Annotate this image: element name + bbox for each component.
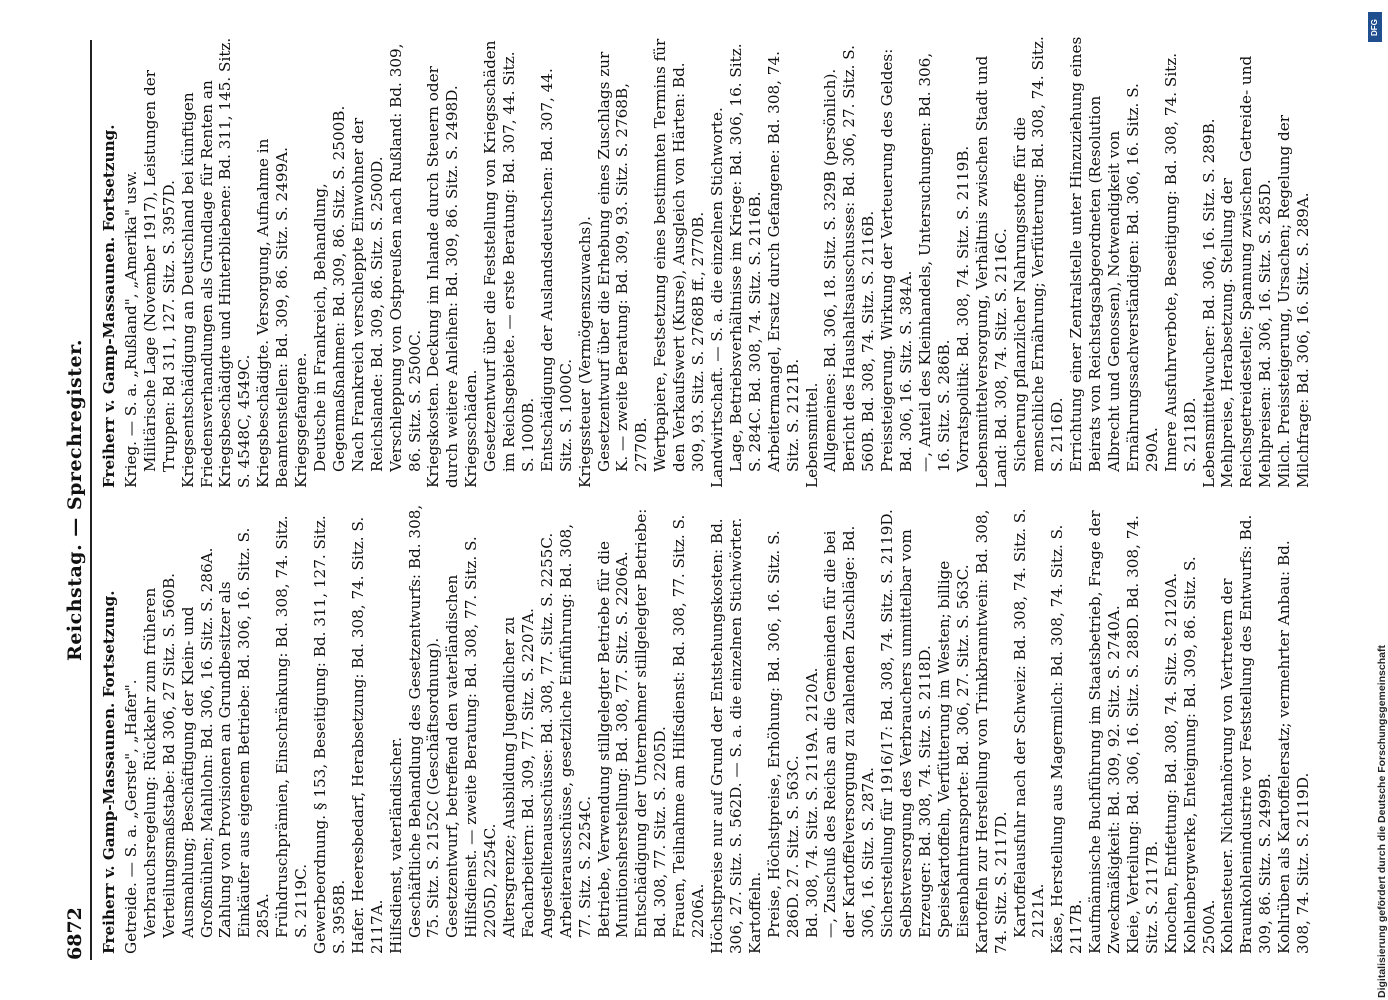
register-entry: Lage, Betriebsverhältnisse im Kriege: Bd. 306, 16. Sitz. S. 284C. Bd. 308, 74. Sitz. S. 2116B.: [726, 43, 764, 472]
register-entry: Kleie, Verteilung: Bd. 306, 16. Sitz. S. 288D. Bd. 308, 74. Sitz. S. 2117B.: [1123, 515, 1161, 954]
page-header: [60, 40, 92, 960]
register-entry: Kohlensteuer. Nichtanhörung von Vertretern der Braunkohlenindustrie vor Feststellung des Entwurfs: Bd. 309, 86. Sitz. S. 2499B.: [1218, 514, 1275, 954]
register-entry: Ausmahlung; Beschäftigung der Klein- und Großmühlen; Mahllohn: Bd. 306, 16. Sitz. S. 286A.: [178, 547, 216, 938]
register-entry: Kartoffelausfuhr nach der Schweiz: Bd. 308, 74. Sitz. S. 2121A.: [1010, 508, 1048, 938]
register-entry: Angestelltenausschüsse: Bd. 308, 77. Sitz. S. 2255C.: [537, 532, 556, 938]
register-entry: Verschleppung von Ostpreußen nach Rußland: Bd. 309, 86. Sitz. S. 2500C.: [386, 43, 424, 472]
left-continuation-heading: Freiherr v. Gamp-Massaunen. Fortsetzung.: [100, 590, 118, 954]
register-entry: Betriebe, Verwendung stillgelegter Betriebe für die Munitionsherstellung: Bd. 308, 77. Sitz. S. 2206A.: [594, 540, 632, 938]
register-entry: Landwirtschaft. — S. a. die einzelnen Stichworte.: [708, 107, 726, 488]
register-entry: Frühdruschprämien, Einschränkung: Bd. 308, 74. Sitz. S. 2119C.: [273, 515, 311, 938]
register-entry: Sicherstellung für 1916/17: Bd. 308, 74. Sitz. S. 2119D.: [878, 509, 897, 938]
register-entry: Kriegssteuer (Vermögenszuwachs).: [575, 216, 594, 488]
register-entry: Lebensmittelversorgung, Verhältnis zwischen Stadt und Land: Bd. 308, 74. Sitz. S. 2116C.: [972, 55, 1010, 488]
register-entry: Kriegsgefangene.: [292, 352, 311, 488]
register-entry: Gesetzentwurf über die Feststellung von Kriegsschäden im Reichsgebiete. — erste Beratung: Bd. 307, 44. Sitz. S. 1000B.: [481, 40, 537, 472]
register-entry: Hafer. Heeresbedarf, Herabsetzung: Bd. 308, 74. Sitz. S. 2117A.: [348, 516, 386, 954]
register-entry: Wertpapiere, Festsetzung eines bestimmten Termins für den Verkaufswert (Kurse), Ausgleich von Härten: Bd. 309, 93. Sitz. S. 2768B ff., 2770B.: [651, 38, 708, 472]
register-entry: Allgemeines: Bd. 306, 18. Sitz. S. 329B (persönlich).: [821, 68, 840, 472]
register-entry: Kriegsbeschädigte. Versorgung, Aufnahme in Beamtenstellen: Bd. 309, 86. Sitz. S. 2499A.: [254, 138, 292, 488]
register-entry: Bericht des Haushaltsausschusses: Bd. 306, 27. Sitz. S. 560B. Bd. 308, 74. Sitz. S. 2116B.: [840, 45, 878, 472]
register-entry: Kartoffeln.: [745, 871, 764, 954]
register-entry: Nach Frankreich verschleppte Einwohner der Reichslande: Bd. 309, 86. Sitz. S. 2500D.: [348, 117, 386, 472]
left-column: [100, 502, 1313, 954]
register-entry: Zahlung von Provisionen an Grundbesitzer als Einkäufer aus eigenem Betriebe: Bd. 306, 16. Sitz. S. 285A.: [216, 527, 273, 938]
register-entry: Krieg. — S. a. „Rußland", „Amerika" usw.: [121, 170, 140, 488]
right-entries: [122, 36, 1313, 488]
register-entry: Frauen, Teilnahme am Hilfsdienst: Bd. 308, 77. Sitz. S. 2206A.: [670, 514, 708, 938]
register-entry: Kriegsschäden.: [462, 369, 481, 488]
register-entry: Kohlrüben als Kartoffelersatz; vermehrter Anbau: Bd. 308, 74. Sitz. S. 2119D.: [1275, 540, 1313, 954]
register-entry: —, Anteil des Kleinhandels, Untersuchungen: Bd. 306, 16. Sitz. S. 286B.: [915, 52, 953, 472]
register-entry: Vorratspolitik: Bd. 308, 74. Sitz. S. 2119B.: [953, 145, 972, 472]
register-entry: —, Zuschuß des Reichs an die Gemeinden für die bei der Kartoffelversorgung zu zahlenden Zuschläge: Bd. 306, 16. Sitz. S. 287A.: [821, 525, 878, 938]
register-entry: Entschädigung der Unternehmer stillgelegter Betriebe: Bd. 308, 77. Sitz. S. 2205D.: [632, 508, 670, 938]
register-entry: Käse, Herstellung aus Magermilch: Bd. 308, 74. Sitz. S. 2117B.: [1048, 524, 1086, 954]
register-entry: Gesetzentwurf über die Erhebung eines Zuschlags zur K. — zweite Beratung: Bd. 309, 93. Sitz. S. 2768B, 2770B.: [594, 51, 651, 472]
register-entry: Innere Ausfuhrverbote, Beseitigung: Bd. 308, 74. Sitz. S. 2118D.: [1161, 52, 1199, 472]
register-entry: Speisekartoffeln, Verfütterung im Westen; billige Eisenbahntransporte: Bd. 306, 27. Sitz. S. 563C.: [934, 560, 972, 938]
page-number: 6872: [64, 907, 86, 960]
register-entry: Lebensmittel.: [802, 382, 821, 488]
register-entry: Geschäftliche Behandlung des Gesetzentwurfs: Bd. 308, 75. Sitz. S. 2152C (Geschäftsordnung).: [405, 504, 443, 938]
register-entry: Verbrauchsregelung: Rückkehr zum früheren Verteilungsmaßstabe: Bd 306, 27 Sitz. S. 560B.: [140, 573, 178, 938]
register-entry: Bd. 308, 74. Sitz. S. 2119A. 2120A.: [802, 667, 821, 938]
register-entry: Höchstpreise nur auf Grund der Entstehungskosten: Bd. 306, 27. Sitz. S. 562D. — S. a. die einzelnen Stichwörter.: [708, 517, 745, 954]
digitization-note: Digitalisierung gefördert durch die Deutsche Forschungsgemeinschaft: [1376, 645, 1388, 998]
register-entry: Errichtung einer Zentralstelle unter Hinzuziehung eines Beirats von Reichstagsabgeordneten (Resolution Albrecht und Genossen), Notwendigkeit von Ernährungssachverständigen: Bd. 306, 16. Sitz. S. 290A.: [1067, 36, 1161, 472]
register-entry: Preissteigerung. Wirkung der Verteuerung des Geldes: Bd. 306, 16. Sitz. S. 384A.: [878, 48, 916, 472]
register-entry: Lebensmittelwucher: Bd. 306, 16. Sitz. S. 289B.: [1199, 118, 1218, 488]
register-entry: Mehlpreise, Herabsetzung. Stellung der Reichsgetreidestelle; Spannung zwischen Getreide- und Mehlpreisen: Bd. 306, 16. Sitz. S. 285D.: [1218, 55, 1275, 488]
register-entry: Sicherung pflanzlicher Nahrungsstoffe für die menschliche Ernährung; Verfütterung: Bd. 308, 74. Sitz. S. 2116D.: [1010, 36, 1067, 472]
register-entry: Kriegsentschädigung an Deutschland bei künftigen Friedensverhandlungen als Grundlage für Renten an Kriegsbeschädigte und Hinterbliebene: Bd. 311, 145. Sitz. S. 4548C, 4549C.: [178, 37, 254, 488]
register-entry: Preise, Höchstpreise, Erhöhung: Bd. 306, 16. Sitz. S. 286D. 27. Sitz. S. 563C.: [764, 530, 802, 938]
register-entry: Gewerbeordnung. § 153, Beseitigung: Bd. 311, 127. Sitz. S. 3958B.: [310, 515, 348, 954]
register-entry: Knochen, Entfettung: Bd. 308, 74. Sitz. S. 2120A.: [1161, 572, 1180, 954]
right-column: [100, 36, 1313, 488]
register-entry: Selbstversorgung des Verbrauchers unmittelbar vom Erzeuger: Bd. 308, 74. Sitz. S. 2118D.: [897, 529, 934, 938]
register-entry: Arbeiterausschüsse, gesetzliche Einführung: Bd. 308, 77. Sitz. S. 2254C.: [556, 523, 594, 938]
register-entry: Getreide. — S. a. „Gerste", „Hafer".: [121, 679, 140, 954]
register-entry: Kaufmännische Buchführung im Staatsbetrieb, Frage der Zweckmäßigkeit: Bd. 309, 92. Sitz. S. 2740A.: [1086, 510, 1124, 954]
running-title: Reichstag. — Sprechregister.: [64, 339, 86, 661]
register-entry: Militärische Lage (November 1917), Leistungen der Truppen: Bd 311, 127. Sitz. S. 3957D.: [140, 69, 178, 472]
register-entry: Altersgrenze; Ausbildung Jugendlicher zu Facharbeitern: Bd. 309, 77. Sitz. S. 2207A.: [500, 608, 537, 938]
register-entry: Kohlenbergwerke, Enteignung: Bd. 309, 86. Sitz. S. 2500A.: [1180, 556, 1218, 954]
register-entry: Milch. Preissteigerung, Ursachen; Regelung der Milchfrage: Bd. 306, 16. Sitz. S. 289A.: [1275, 115, 1313, 488]
register-entry: Gesetzentwurf, betreffend den vaterländischen Hilfsdienst. — zweite Beratung: Bd. 308, 77. Sitz. S. 2205D, 2254C.: [443, 536, 500, 938]
left-entries: [122, 502, 1313, 954]
register-entry: Arbeitermangel, Ersatz durch Gefangene: Bd. 308, 74. Sitz. S. 2121B.: [764, 51, 802, 472]
right-continuation-heading: Freiherr v. Gamp-Massaunen. Fortsetzung.: [100, 124, 118, 488]
register-entry: Entschädigung der Auslandsdeutschen: Bd. 307, 44. Sitz. S. 1000C.: [537, 68, 575, 472]
dfg-logo: DFG: [1368, 12, 1382, 42]
register-entry: Kartoffeln zur Herstellung von Trinkbranntwein: Bd. 308, 74. Sitz. S. 2117D.: [972, 509, 1010, 954]
register-entry: Deutsche in Frankreich, Behandlung, Gegenmaßnahmen: Bd. 309, 86. Sitz. S. 2500B.: [310, 105, 348, 472]
register-entry: Kriegskosten. Deckung im Inlande durch Steuern oder durch weitere Anleihen: Bd. 309, 86. Sitz. S. 2498D.: [424, 66, 462, 488]
register-entry: Hilfsdienst, vaterländischer.: [386, 736, 405, 954]
